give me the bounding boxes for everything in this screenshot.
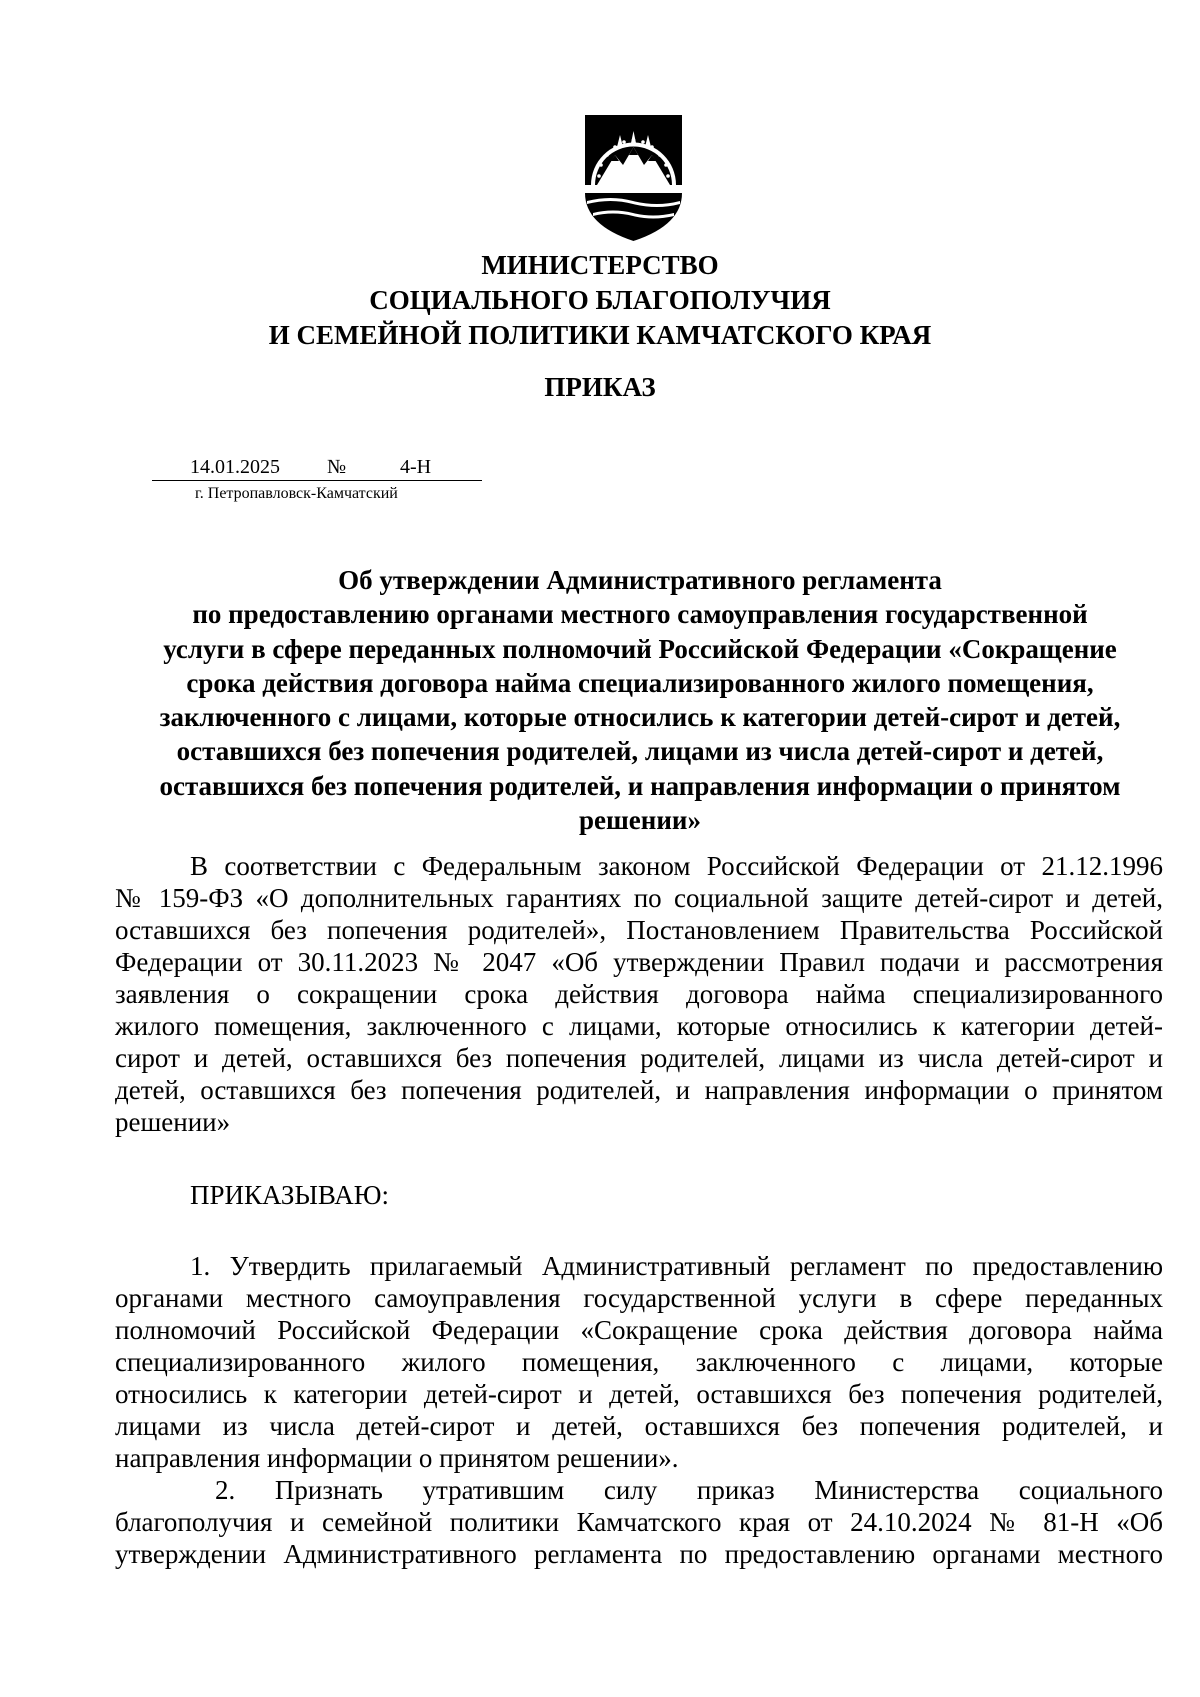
preamble-line: № 159-ФЗ «О дополнительных гарантиях по социальной защите детей-сирот и детей,: [115, 883, 1163, 913]
number-sign: №: [327, 456, 347, 478]
preamble-line: заявления о сокращении срока действия договора найма специализированного: [115, 979, 1163, 1009]
preamble-line: жилого помещения, заключенного с лицами, которые относились к категории детей-: [115, 1011, 1163, 1041]
preamble-line: сирот и детей, оставшихся без попечения родителей, лицами из числа детей-сирот и: [115, 1043, 1163, 1073]
item-1-line: направления информации о принятом решении».: [115, 1443, 679, 1473]
item-1-line: 1. Утвердить прилагаемый Административный регламент по предоставлению: [190, 1251, 1163, 1281]
subject-line: услуги в сфере переданных полномочий Российской Федерации «Сокращение: [163, 633, 1117, 664]
city: г. Петропавловск-Камчатский: [195, 485, 398, 502]
ministry-line: МИНИСТЕРСТВО: [481, 250, 719, 280]
kamchatka-coat-of-arms-icon: [581, 113, 686, 243]
date-number-line: [152, 455, 482, 483]
subject-line: решении»: [579, 805, 701, 836]
item-2-line: 2. Признать утратившим силу приказ Министерства социального: [215, 1475, 1163, 1505]
order-word: ПРИКАЗЫВАЮ:: [190, 1180, 389, 1210]
subject-line: Об утверждении Административного регламента: [338, 565, 942, 595]
item-2-line: утверждении Административного регламента по предоставлению органами местного: [115, 1539, 1163, 1569]
item-1-line: органами местного самоуправления государственной услуги в сфере переданных: [115, 1283, 1163, 1313]
order-number: 4-Н: [400, 456, 432, 478]
item-1-line: лицами из числа детей-сирот и детей, оставшихся без попечения родителей, и: [115, 1411, 1163, 1441]
preamble-line: детей, оставшихся без попечения родителей, и направления информации о принятом: [115, 1075, 1163, 1105]
item-1-line: относились к категории детей-сирот и детей, оставшихся без попечения родителей,: [115, 1379, 1163, 1409]
item-1-line: специализированного жилого помещения, заключенного с лицами, которые: [115, 1347, 1163, 1377]
subject-line: срока действия договора найма специализированного жилого помещения,: [186, 667, 1094, 698]
order-date: 14.01.2025: [190, 456, 280, 478]
preamble-line: оставшихся без попечения родителей», Постановлением Правительства Российской: [115, 915, 1163, 945]
preamble-line: В соответствии с Федеральным законом Российской Федерации от 21.12.1996: [190, 851, 1163, 881]
item-1-line: полномочий Российской Федерации «Сокращение срока действия договора найма: [115, 1315, 1163, 1345]
ministry-line: И СЕМЕЙНОЙ ПОЛИТИКИ КАМЧАТСКОГО КРАЯ: [268, 320, 932, 350]
document-type: ПРИКАЗ: [544, 372, 656, 402]
subject-line: заключенного с лицами, которые относились к категории детей-сирот и детей,: [159, 702, 1121, 733]
item-2-line: благополучия и семейной политики Камчатского края от 24.10.2024 № 81-Н «Об: [115, 1507, 1163, 1537]
order-subject: [120, 563, 1160, 837]
ministry-name: [0, 248, 1200, 353]
subject-line: оставшихся без попечения родителей, лицами из числа детей-сирот и детей,: [176, 736, 1104, 767]
preamble-line: решении»: [115, 1107, 231, 1137]
ministry-line: СОЦИАЛЬНОГО БЛАГОПОЛУЧИЯ: [369, 285, 831, 315]
subject-line: по предоставлению органами местного самоуправления государственной: [192, 599, 1088, 630]
underline: [152, 480, 482, 481]
subject-line: оставшихся без попечения родителей, и направления информации о принятом: [159, 770, 1121, 801]
preamble-line: Федерации от 30.11.2023 № 2047 «Об утверждении Правил подачи и рассмотрения: [115, 947, 1163, 977]
